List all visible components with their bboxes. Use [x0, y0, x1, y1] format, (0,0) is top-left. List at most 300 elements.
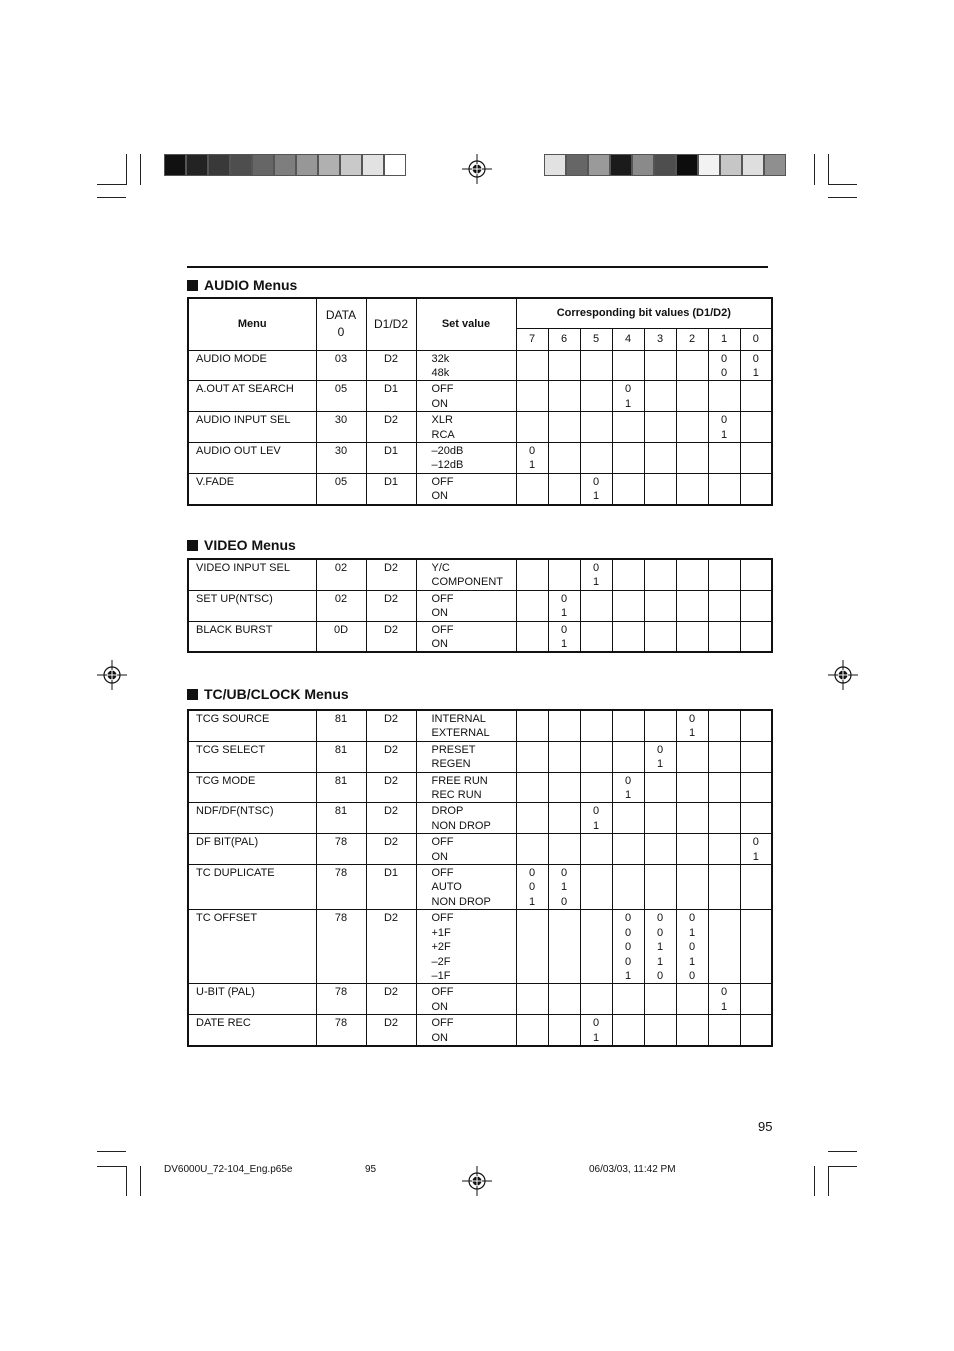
bit-cell: [740, 741, 772, 772]
bit-cell: [644, 910, 676, 984]
bit-cell: [612, 350, 644, 381]
bit-cell: [548, 473, 580, 504]
bit-cell: [740, 442, 772, 473]
crop-mark: [828, 1151, 857, 1152]
bit-cell: [516, 473, 548, 504]
cell-line: NON DROP: [431, 895, 491, 908]
header-bit: 4: [612, 328, 644, 350]
cell-line: 0: [624, 774, 632, 787]
bit-cell: [676, 834, 708, 865]
bit-cell: [612, 834, 644, 865]
bit-cell: [676, 442, 708, 473]
bit-cell: [708, 412, 740, 443]
bit-cell: [740, 910, 772, 984]
bit-cell: [580, 710, 612, 741]
square-bullet-icon: [187, 540, 198, 551]
data-cell: 30: [316, 412, 366, 443]
color-swatch: [742, 154, 764, 176]
set-value-cell: [416, 590, 516, 621]
cell-line: +2F: [431, 941, 451, 954]
cell-line: ON: [431, 850, 448, 863]
bit-cell: [612, 412, 644, 443]
table-row: [188, 910, 772, 984]
cell-line: 0: [720, 986, 728, 999]
cell-line: REC RUN: [431, 789, 482, 802]
bit-cell: [708, 834, 740, 865]
cell-line: 0: [688, 713, 696, 725]
cell-line: 0: [624, 955, 632, 968]
bit-cell: [644, 741, 676, 772]
color-swatch: [164, 154, 186, 176]
bit-cell: [516, 984, 548, 1015]
cell-line: 0: [720, 352, 728, 365]
header-bit: 6: [548, 328, 580, 350]
bit-cell: [612, 590, 644, 621]
bit-cell: [516, 803, 548, 834]
bit-cell: [612, 910, 644, 984]
color-swatch: [296, 154, 318, 176]
d1d2-cell: D2: [366, 772, 416, 803]
cell-line: ON: [431, 490, 448, 503]
bit-cell: [676, 621, 708, 652]
table-row: [188, 984, 772, 1015]
bit-cell: [580, 741, 612, 772]
cell-line: 0: [592, 562, 600, 574]
bit-cell: [516, 621, 548, 652]
bit-cell: [516, 834, 548, 865]
cell-line: AUTO: [431, 881, 462, 894]
crop-mark: [140, 154, 141, 185]
bit-cell: [580, 412, 612, 443]
bit-cell: [548, 834, 580, 865]
set-value-cell: [416, 1015, 516, 1046]
cell-line: FREE RUN: [431, 774, 488, 787]
crop-mark: [828, 1166, 829, 1196]
bit-cell: [644, 1015, 676, 1046]
menu-cell: NDF/DF(NTSC): [188, 803, 316, 834]
cell-line: 0: [752, 352, 759, 365]
bit-cell: [740, 473, 772, 504]
set-value-cell: [416, 621, 516, 652]
bit-cell: [516, 442, 548, 473]
bit-cell: [548, 741, 580, 772]
cell-line: 0: [656, 969, 664, 982]
menu-cell: TC DUPLICATE: [188, 865, 316, 910]
bit-cell: [516, 559, 548, 590]
table-row: [188, 1015, 772, 1046]
header-bit: 5: [580, 328, 612, 350]
bit-cell: [548, 910, 580, 984]
table-row: [188, 772, 772, 803]
set-value-cell: [416, 559, 516, 590]
bit-cell: [708, 473, 740, 504]
d1d2-cell: D2: [366, 621, 416, 652]
bit-cell: [612, 473, 644, 504]
cell-line: REGEN: [431, 758, 471, 771]
page-number: 95: [758, 1119, 773, 1134]
cell-line: OFF: [431, 475, 454, 488]
header-data: [316, 298, 366, 350]
bit-cell: [740, 984, 772, 1015]
header-bits-title: Corresponding bit values (D1/D2): [516, 298, 772, 328]
header-data-line: 0: [337, 325, 345, 340]
table-row: [188, 803, 772, 834]
bit-cell: [676, 710, 708, 741]
bit-cell: [580, 834, 612, 865]
cell-line: 1: [656, 941, 664, 954]
cell-line: 0: [560, 623, 568, 636]
cell-line: INTERNAL: [431, 713, 486, 725]
registration-mark-icon: [462, 154, 492, 184]
set-value-cell: [416, 412, 516, 443]
cell-line: 0: [720, 366, 728, 379]
cell-line: 48k: [431, 366, 450, 379]
menu-cell: TCG MODE: [188, 772, 316, 803]
set-value-cell: [416, 984, 516, 1015]
cell-line: COMPONENT: [431, 576, 503, 589]
bit-cell: [740, 412, 772, 443]
d1d2-cell: D1: [366, 473, 416, 504]
cell-line: 0: [560, 592, 568, 605]
menu-cell: DATE REC: [188, 1015, 316, 1046]
cell-line: 1: [560, 881, 568, 894]
bit-cell: [740, 865, 772, 910]
registration-mark-icon: [828, 660, 858, 690]
crop-mark: [97, 1151, 126, 1152]
color-swatch: [698, 154, 720, 176]
cell-line: 1: [752, 850, 759, 863]
bit-cell: [548, 381, 580, 412]
bit-cell: [612, 381, 644, 412]
table-row: [188, 350, 772, 381]
cell-line: 0: [656, 743, 664, 756]
footer-file: DV6000U_72-104_Eng.p65e: [164, 1164, 293, 1175]
color-swatch: [230, 154, 252, 176]
crop-mark: [126, 1166, 127, 1196]
section-title: TC/UB/CLOCK Menus: [204, 686, 349, 702]
crop-mark: [97, 184, 126, 185]
menu-cell: SET UP(NTSC): [188, 590, 316, 621]
bit-cell: [644, 473, 676, 504]
color-swatch: [384, 154, 406, 176]
bit-cell: [708, 350, 740, 381]
cell-line: OFF: [431, 1017, 454, 1030]
bit-cell: [612, 865, 644, 910]
cell-line: OFF: [431, 592, 454, 605]
bit-cell: [612, 1015, 644, 1046]
bit-cell: [676, 803, 708, 834]
bit-cell: [708, 910, 740, 984]
cell-line: 0: [656, 926, 664, 939]
menu-cell: TCG SOURCE: [188, 710, 316, 741]
cell-line: OFF: [431, 912, 454, 925]
bit-cell: [644, 834, 676, 865]
cell-line: NON DROP: [431, 819, 491, 832]
color-swatch: [720, 154, 742, 176]
cell-line: 1: [560, 607, 568, 620]
tc-ub-clock-menus-table: [187, 709, 773, 1047]
bit-cell: [580, 865, 612, 910]
bit-cell: [516, 350, 548, 381]
cell-line: OFF: [431, 623, 454, 636]
bit-cell: [676, 381, 708, 412]
bit-cell: [644, 803, 676, 834]
cell-line: 0: [528, 444, 536, 457]
data-cell: 78: [316, 834, 366, 865]
bit-cell: [644, 412, 676, 443]
table-row: [188, 621, 772, 652]
cell-line: 0: [560, 867, 568, 880]
bit-cell: [708, 1015, 740, 1046]
data-cell: 02: [316, 559, 366, 590]
section-title: VIDEO Menus: [204, 537, 296, 553]
color-swatch: [544, 154, 566, 176]
bit-cell: [644, 710, 676, 741]
data-cell: 81: [316, 772, 366, 803]
data-cell: 0D: [316, 621, 366, 652]
table-row: [188, 590, 772, 621]
set-value-cell: [416, 772, 516, 803]
bit-cell: [708, 559, 740, 590]
d1d2-cell: D2: [366, 910, 416, 984]
bit-cell: [708, 772, 740, 803]
crop-mark: [126, 154, 127, 185]
bit-cell: [708, 741, 740, 772]
bit-cell: [644, 984, 676, 1015]
bit-cell: [676, 473, 708, 504]
color-swatch: [362, 154, 384, 176]
data-cell: 02: [316, 590, 366, 621]
d1d2-cell: D1: [366, 381, 416, 412]
header-d1d2: D1/D2: [366, 298, 416, 350]
color-swatch: [252, 154, 274, 176]
cell-line: DROP: [431, 805, 464, 818]
crop-mark: [97, 197, 126, 198]
cell-line: 1: [656, 758, 664, 771]
table-row: [188, 865, 772, 910]
bit-cell: [708, 381, 740, 412]
cell-line: 1: [720, 1000, 728, 1013]
bit-cell: [708, 590, 740, 621]
bit-cell: [644, 590, 676, 621]
bit-cell: [676, 984, 708, 1015]
bit-cell: [516, 865, 548, 910]
bit-cell: [548, 590, 580, 621]
color-swatch: [588, 154, 610, 176]
bit-cell: [644, 559, 676, 590]
bit-cell: [580, 473, 612, 504]
cell-line: OFF: [431, 836, 454, 849]
set-value-cell: [416, 710, 516, 741]
data-cell: 30: [316, 442, 366, 473]
header-bit: 1: [708, 328, 740, 350]
bit-cell: [612, 710, 644, 741]
cell-line: Y/C: [431, 562, 450, 574]
cell-line: –12dB: [431, 459, 464, 472]
header-bit: 3: [644, 328, 676, 350]
bit-cell: [740, 381, 772, 412]
bit-cell: [548, 803, 580, 834]
bit-cell: [676, 910, 708, 984]
cell-line: 1: [560, 638, 568, 651]
crop-mark: [828, 184, 857, 185]
color-swatch: [654, 154, 676, 176]
d1d2-cell: D2: [366, 559, 416, 590]
bit-cell: [644, 350, 676, 381]
set-value-cell: [416, 442, 516, 473]
bit-cell: [612, 621, 644, 652]
header-set-value: Set value: [416, 298, 516, 350]
cell-line: +1F: [431, 926, 451, 939]
table-row: [188, 710, 772, 741]
bit-cell: [580, 803, 612, 834]
menu-cell: AUDIO OUT LEV: [188, 442, 316, 473]
footer-datetime: 06/03/03, 11:42 PM: [589, 1164, 676, 1175]
header-menu: Menu: [188, 298, 316, 350]
bit-cell: [676, 1015, 708, 1046]
cell-line: 0: [624, 941, 632, 954]
bit-cell: [740, 559, 772, 590]
cell-line: 1: [720, 428, 728, 441]
cell-line: 0: [656, 912, 664, 925]
menu-cell: TC OFFSET: [188, 910, 316, 984]
color-swatch: [676, 154, 698, 176]
crop-mark: [828, 1166, 857, 1167]
bit-cell: [516, 590, 548, 621]
bit-cell: [676, 350, 708, 381]
table-row: [188, 559, 772, 590]
d1d2-cell: D2: [366, 984, 416, 1015]
bit-cell: [580, 381, 612, 412]
cell-line: PRESET: [431, 743, 476, 756]
cell-line: 0: [528, 867, 536, 880]
cell-line: 1: [624, 397, 632, 410]
color-swatch: [186, 154, 208, 176]
cell-line: 0: [592, 805, 600, 818]
bit-cell: [548, 772, 580, 803]
bit-cell: [516, 381, 548, 412]
color-swatch: [764, 154, 786, 176]
cell-line: 1: [688, 926, 696, 939]
bit-cell: [676, 559, 708, 590]
color-swatch: [340, 154, 362, 176]
top-rule: [187, 266, 768, 268]
data-cell: 78: [316, 865, 366, 910]
bit-cell: [644, 621, 676, 652]
bit-cell: [516, 772, 548, 803]
cell-line: 0: [624, 383, 632, 396]
bit-cell: [708, 710, 740, 741]
bit-cell: [740, 803, 772, 834]
bit-cell: [580, 590, 612, 621]
bit-cell: [580, 984, 612, 1015]
color-bar-right: [544, 154, 786, 176]
cell-line: 0: [592, 475, 600, 488]
cell-line: 0: [720, 414, 728, 427]
cell-line: 0: [688, 912, 696, 925]
cell-line: OFF: [431, 383, 454, 396]
cell-line: 1: [528, 895, 536, 908]
table-row: [188, 381, 772, 412]
bit-cell: [580, 442, 612, 473]
cell-line: –1F: [431, 969, 451, 982]
header-bit: 7: [516, 328, 548, 350]
cell-line: 0: [624, 926, 632, 939]
bit-cell: [612, 803, 644, 834]
registration-mark-icon: [462, 1166, 492, 1196]
d1d2-cell: D1: [366, 442, 416, 473]
bit-cell: [676, 412, 708, 443]
cell-line: XLR: [431, 414, 453, 427]
d1d2-cell: D2: [366, 590, 416, 621]
bit-cell: [548, 710, 580, 741]
cell-line: 1: [688, 955, 696, 968]
menu-cell: TCG SELECT: [188, 741, 316, 772]
bit-cell: [708, 984, 740, 1015]
bit-cell: [676, 772, 708, 803]
cell-line: ON: [431, 397, 448, 410]
cell-line: ON: [431, 638, 448, 651]
bit-cell: [676, 741, 708, 772]
bit-cell: [548, 984, 580, 1015]
color-swatch: [610, 154, 632, 176]
table-row: [188, 412, 772, 443]
table-row: [188, 473, 772, 504]
bit-cell: [612, 984, 644, 1015]
bit-cell: [612, 741, 644, 772]
set-value-cell: [416, 803, 516, 834]
crop-mark: [814, 1166, 815, 1196]
cell-line: 0: [560, 895, 568, 908]
bit-cell: [516, 710, 548, 741]
cell-line: 0: [624, 912, 632, 925]
menu-cell: VIDEO INPUT SEL: [188, 559, 316, 590]
crop-mark: [814, 154, 815, 185]
color-swatch: [632, 154, 654, 176]
cell-line: 0: [592, 1017, 600, 1030]
cell-line: ON: [431, 1000, 448, 1013]
square-bullet-icon: [187, 280, 198, 291]
bit-cell: [580, 1015, 612, 1046]
bit-cell: [644, 772, 676, 803]
bit-cell: [708, 621, 740, 652]
set-value-cell: [416, 865, 516, 910]
menu-cell: BLACK BURST: [188, 621, 316, 652]
bit-cell: [740, 834, 772, 865]
cell-line: ON: [431, 607, 448, 620]
d1d2-cell: D2: [366, 412, 416, 443]
bit-cell: [516, 741, 548, 772]
cell-line: 0: [688, 969, 696, 982]
d1d2-cell: D2: [366, 834, 416, 865]
table-row: [188, 741, 772, 772]
bit-cell: [740, 621, 772, 652]
cell-line: 0: [688, 941, 696, 954]
bit-cell: [740, 710, 772, 741]
bit-cell: [516, 1015, 548, 1046]
cell-line: 0: [528, 881, 536, 894]
header-data-line: DATA: [325, 308, 357, 323]
data-cell: 78: [316, 910, 366, 984]
section-heading: [187, 686, 349, 702]
data-cell: 81: [316, 803, 366, 834]
color-bar-left: [164, 154, 406, 176]
cell-line: OFF: [431, 867, 454, 880]
bit-cell: [708, 803, 740, 834]
bit-cell: [580, 910, 612, 984]
color-swatch: [566, 154, 588, 176]
set-value-cell: [416, 381, 516, 412]
